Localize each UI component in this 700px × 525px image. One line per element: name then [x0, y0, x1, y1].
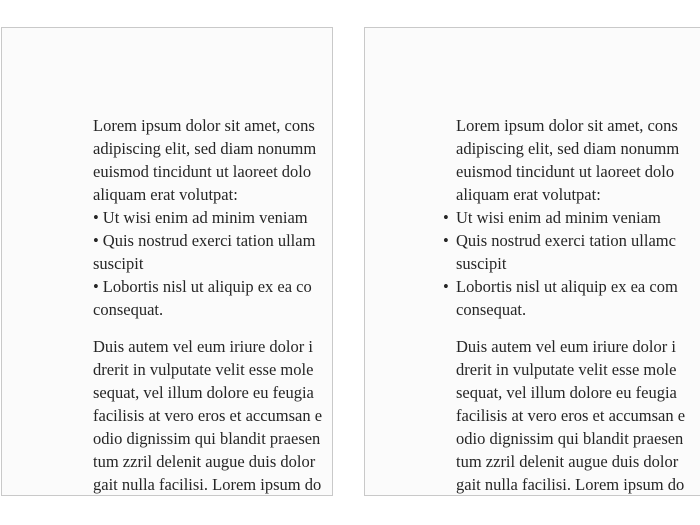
text-line: tum zzril delenit augue duis dolor [456, 452, 679, 471]
bullet-icon: • [93, 208, 99, 227]
bullet-icon: • [93, 231, 99, 250]
text-line: Lorem ipsum dolor sit amet, cons [456, 116, 678, 135]
page-text [443, 114, 686, 496]
list-item [443, 206, 685, 229]
page-left [1, 27, 333, 496]
page-text [93, 114, 322, 496]
text-line: aliquam erat volutpat: [456, 185, 601, 204]
list-item-continuation: suscipit [93, 254, 144, 273]
list-item-text: Quis nostrud exerci tation ullamc [456, 231, 676, 250]
list-item [443, 229, 685, 252]
text-line: adipiscing elit, sed diam nonumm [93, 139, 317, 158]
text-line: sequat, vel illum dolore eu feugia [456, 383, 677, 402]
list-item-text: Ut wisi enim ad minim veniam [456, 208, 661, 227]
paragraph-gap [93, 321, 322, 335]
list-item-continuation: consequat. [93, 300, 164, 319]
list-item [443, 275, 685, 298]
text-line: Duis autem vel eum iriure dolor i [456, 337, 676, 356]
text-line: drerit in vulputate velit esse mole [456, 360, 677, 379]
text-line: adipiscing elit, sed diam nonumm [456, 139, 680, 158]
text-line: Lorem ipsum dolor sit amet, cons [93, 116, 315, 135]
list-item [93, 206, 322, 229]
list-item [93, 229, 322, 252]
text-line: drerit in vulputate velit esse mole [93, 360, 314, 379]
paragraph-gap [456, 321, 685, 335]
page-right [364, 27, 700, 496]
list-item [93, 275, 322, 298]
text-line: Duis autem vel eum iriure dolor i [93, 337, 313, 356]
list-item-text: Quis nostrud exerci tation ullam [102, 231, 316, 250]
text-line: gait nulla facilisi. Lorem ipsum do [456, 475, 685, 494]
text-line: gait nulla facilisi. Lorem ipsum do [93, 475, 322, 494]
list-item-text: Lobortis nisl ut aliquip ex ea co [102, 277, 312, 296]
text-line: euismod tincidunt ut laoreet dolo [93, 162, 312, 181]
text-line: facilisis at vero eros et accumsan e [93, 406, 323, 425]
list-item-text: Lobortis nisl ut aliquip ex ea com [456, 277, 678, 296]
text-line: aliquam erat volutpat: [93, 185, 238, 204]
bullet-icon: • [443, 208, 449, 227]
bullet-icon: • [443, 277, 449, 296]
bullet-icon: • [443, 231, 449, 250]
list-item-text: Ut wisi enim ad minim veniam [102, 208, 308, 227]
text-line: facilisis at vero eros et accumsan e [456, 406, 686, 425]
list-item-continuation: consequat. [456, 300, 527, 319]
text-line: odio dignissim qui blandit praesen [93, 429, 321, 448]
text-line: euismod tincidunt ut laoreet dolo [456, 162, 675, 181]
list-item-continuation: suscipit [456, 254, 507, 273]
bullet-icon: • [93, 277, 99, 296]
text-line: odio dignissim qui blandit praesen [456, 429, 684, 448]
text-line: sequat, vel illum dolore eu feugia [93, 383, 314, 402]
text-line: tum zzril delenit augue duis dolor [93, 452, 316, 471]
